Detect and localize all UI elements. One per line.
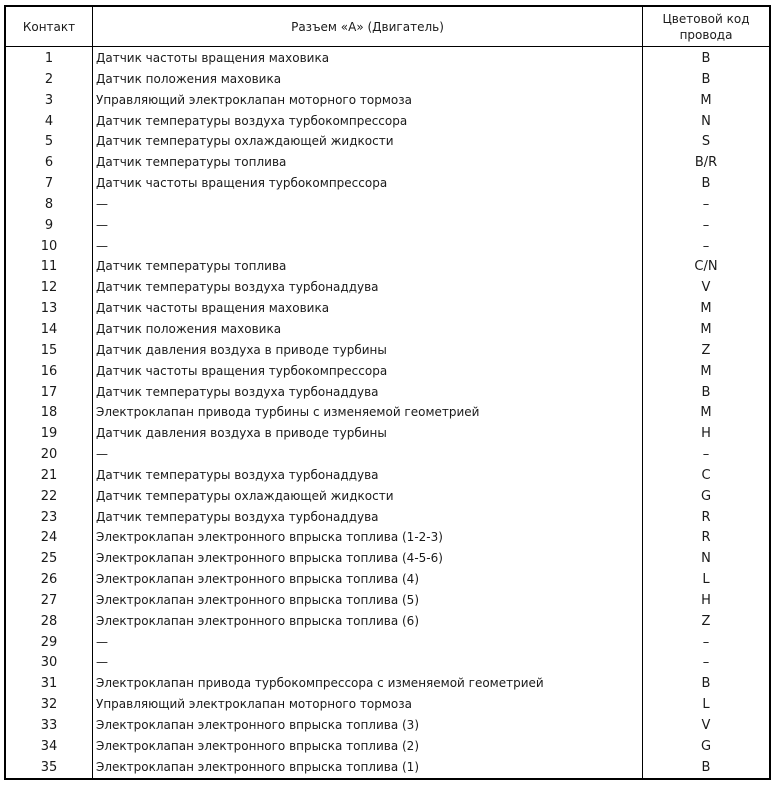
wire-code-cell: – [702, 447, 710, 463]
contact-cell: 15 [40, 342, 58, 358]
description-cell: Электроклапан электронного впрыска топлива (3) [96, 718, 419, 732]
contact-cell: 14 [40, 321, 58, 337]
contact-cell: 9 [44, 217, 54, 233]
description-cell: Датчик температуры воздуха турбонаддува [96, 467, 379, 482]
description-cell: Датчик частоты вращения маховика [96, 51, 330, 65]
description-cell: — [96, 655, 108, 670]
wire-code-cell: – [702, 634, 710, 650]
description-cell: Электроклапан электронного впрыска топлива (4-5-6) [96, 551, 443, 566]
wire-code-cell: V [701, 718, 711, 733]
description-cell: Датчик температуры воздуха турбонаддува [96, 384, 379, 399]
contact-cell: 21 [40, 467, 58, 483]
table-row [6, 715, 769, 736]
table-row [6, 361, 769, 382]
contact-cell: 18 [40, 405, 58, 421]
contact-cell: 11 [40, 259, 58, 275]
wire-code-cell: B [701, 176, 711, 192]
description-cell: Датчик давления воздуха в приводе турбины [96, 342, 387, 357]
wire-code-cell: N [701, 113, 711, 129]
description-cell: — [96, 238, 108, 253]
contact-cell: 34 [40, 738, 58, 754]
description-cell: Электроклапан электронного впрыска топлива (5) [96, 592, 419, 607]
contact-cell: 7 [44, 176, 54, 192]
wire-code-cell: S [701, 134, 711, 150]
contact-cell: 6 [44, 155, 54, 171]
description-cell: — [96, 196, 108, 211]
description-cell: Датчик частоты вращения маховика [96, 301, 330, 316]
table-row [6, 48, 769, 69]
description-cell: Датчик температуры топлива [96, 155, 287, 170]
table-row [6, 90, 769, 111]
description-cell: Электроклапан привода турбокомпрессора с изменяемой геометрией [96, 676, 544, 691]
description-cell: Электроклапан электронного впрыска топлива (4) [96, 572, 419, 587]
wire-code-cell: R [701, 530, 711, 546]
wire-code-cell: M [700, 301, 712, 317]
contact-cell: 3 [44, 92, 54, 108]
header-wire-code-line2: провода [679, 27, 733, 42]
table-row [6, 173, 769, 194]
wire-code-cell: H [701, 426, 711, 442]
table-row [6, 382, 769, 403]
table-row [6, 673, 769, 694]
table-row [6, 423, 769, 444]
description-cell: Электроклапан электронного впрыска топлива (6) [96, 613, 419, 628]
wire-code-cell: Z [701, 613, 711, 629]
wire-code-cell: V [701, 280, 711, 296]
table-row [6, 527, 769, 548]
table-row [6, 486, 769, 507]
pinout-table [4, 5, 771, 780]
table-row [6, 652, 769, 673]
wire-code-cell: B [701, 384, 711, 400]
wire-code-cell: B [701, 71, 711, 87]
wire-code-cell: R [701, 509, 711, 525]
table-row [6, 402, 769, 423]
table-row [6, 152, 769, 173]
contact-cell: 26 [40, 572, 58, 588]
wire-code-cell: H [701, 592, 711, 608]
description-cell: Датчик положения маховика [96, 321, 282, 336]
header-wire-code [643, 7, 769, 46]
table-row [6, 236, 769, 257]
table-row [6, 569, 769, 590]
contact-cell: 2 [44, 71, 54, 87]
description-cell: — [96, 447, 108, 462]
wire-code-cell: – [702, 655, 710, 671]
wire-code-cell: C/N [694, 259, 718, 275]
table-row [6, 548, 769, 569]
contact-cell: 25 [40, 551, 58, 567]
description-cell: Датчик частоты вращения турбокомпрессора [96, 176, 388, 191]
contact-cell: 17 [40, 384, 58, 400]
description-cell: Датчик температуры охлаждающей жидкости [96, 488, 394, 503]
table-row [6, 507, 769, 528]
wire-code-cell: B [701, 51, 711, 66]
contact-cell: 5 [44, 134, 54, 150]
wire-code-cell: B [701, 759, 711, 775]
table-row [6, 444, 769, 465]
header-wire-code-line1: Цветовой код [662, 11, 750, 26]
contact-cell: 4 [44, 113, 54, 129]
header-contact: Контакт [22, 19, 76, 34]
description-cell: — [96, 634, 108, 649]
contact-cell: 32 [40, 697, 58, 713]
table-row [6, 69, 769, 90]
contact-cell: 20 [40, 447, 58, 463]
description-cell: Датчик положения маховика [96, 71, 282, 86]
table-row [6, 632, 769, 653]
description-cell: Датчик температуры охлаждающей жидкости [96, 134, 394, 149]
description-cell: Датчик давления воздуха в приводе турбины [96, 426, 387, 441]
table-header [6, 7, 769, 47]
contact-cell: 10 [40, 238, 58, 254]
wire-code-cell: L [702, 572, 710, 588]
table-row [6, 340, 769, 361]
contact-cell: 16 [40, 363, 58, 379]
wire-code-cell: M [700, 405, 712, 421]
table-row [6, 111, 769, 132]
description-cell: Датчик температуры воздуха турбонаддува [96, 509, 379, 524]
table-row [6, 319, 769, 340]
description-cell: Электроклапан электронного впрыска топлива (2) [96, 738, 419, 753]
table-row [6, 131, 769, 152]
contact-cell: 23 [40, 509, 58, 525]
contact-cell: 31 [40, 676, 58, 692]
description-cell: Электроклапан привода турбины с изменяемой геометрией [96, 405, 480, 420]
table-row [6, 465, 769, 486]
table-row [6, 215, 769, 236]
table-row [6, 256, 769, 277]
wire-code-cell: M [700, 363, 712, 379]
wire-code-cell: G [700, 488, 712, 504]
description-cell: Электроклапан электронного впрыска топлива (1) [96, 759, 419, 774]
header-connector: Разъем «А» (Двигатель) [291, 19, 444, 34]
table-row [6, 590, 769, 611]
contact-cell: 19 [40, 426, 58, 442]
contact-cell: 28 [40, 613, 58, 629]
wire-code-cell: – [702, 217, 710, 233]
description-cell: — [96, 217, 108, 232]
contact-cell: 30 [40, 655, 58, 671]
contact-cell: 22 [40, 488, 58, 504]
contact-cell: 35 [40, 759, 58, 775]
table-row [6, 694, 769, 715]
contact-cell: 13 [40, 301, 58, 317]
wire-code-cell: M [700, 92, 712, 108]
description-cell: Датчик частоты вращения турбокомпрессора [96, 363, 388, 378]
description-cell: Датчик температуры топлива [96, 259, 287, 274]
wire-code-cell: B [701, 676, 711, 692]
contact-cell: 33 [40, 718, 58, 733]
description-cell: Управляющий электроклапан моторного тормоза [96, 697, 412, 712]
wire-code-cell: – [702, 196, 710, 212]
contact-cell: 12 [40, 280, 58, 296]
table-row [6, 611, 769, 632]
description-cell: Управляющий электроклапан моторного тормоза [96, 92, 412, 107]
table-row [6, 736, 769, 757]
wire-code-cell: L [702, 697, 710, 713]
table-body [6, 48, 769, 778]
wire-code-cell: N [701, 551, 711, 567]
description-cell: Датчик температуры воздуха турбонаддува [96, 280, 379, 295]
contact-cell: 1 [44, 51, 54, 66]
table-row [6, 757, 769, 778]
contact-cell: 24 [40, 530, 58, 546]
table-row [6, 298, 769, 319]
table-row [6, 194, 769, 215]
contact-cell: 29 [40, 634, 58, 650]
wire-code-cell: Z [701, 342, 711, 358]
wire-code-cell: – [702, 238, 710, 254]
wire-code-cell: C [701, 467, 711, 483]
description-cell: Датчик температуры воздуха турбокомпрессора [96, 113, 408, 128]
table-row [6, 277, 769, 298]
wire-code-cell: G [700, 738, 712, 754]
contact-cell: 8 [44, 196, 54, 212]
description-cell: Электроклапан электронного впрыска топлива (1-2-3) [96, 530, 443, 545]
wire-code-cell: M [700, 321, 712, 337]
wire-code-cell: B/R [694, 155, 718, 171]
contact-cell: 27 [40, 592, 58, 608]
